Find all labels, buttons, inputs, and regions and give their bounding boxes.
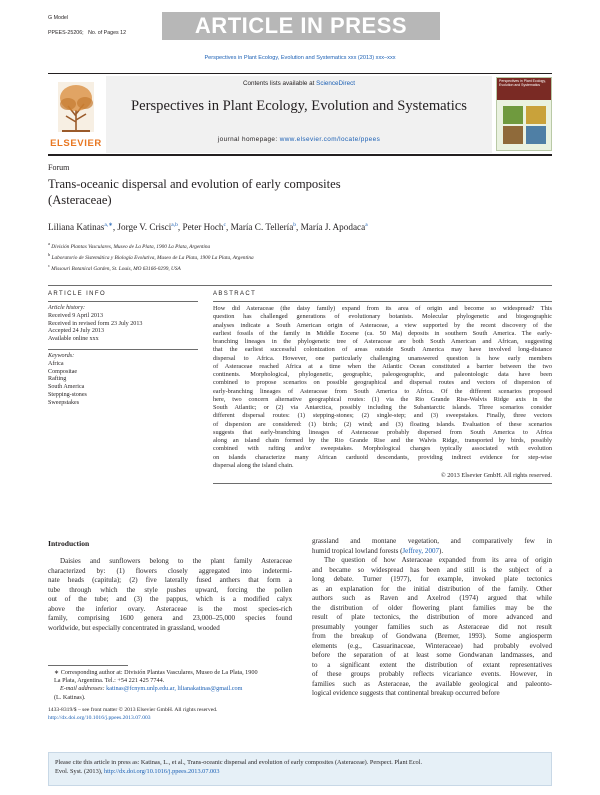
cite-doi-link[interactable]: http://dx.doi.org/10.1016/j.ppees.2013.07.003 bbox=[103, 768, 220, 775]
abstract-line: combined with rafting and/or sweepstakes. Morphological changes typically associated with evolution bbox=[213, 445, 552, 453]
keyword: Sweepstakes bbox=[48, 399, 80, 406]
keyword: Rafting bbox=[48, 376, 67, 383]
abstract-line: branching lineages in the phylogenetic tree of Asteraceae are both South American and African, suggesting bbox=[213, 338, 552, 345]
author-name: Peter Hoch bbox=[182, 222, 224, 233]
corresponding-author-note-2: La Plata, Argentina. Tel.: +54 221 425 7744. bbox=[54, 677, 165, 685]
intro-left-line: above the inferior ovary. Asteraceae is the most species-rich bbox=[48, 604, 292, 613]
intro-right-line: long debate. Turner (1977), for example, invoked plate tectonics bbox=[312, 575, 552, 583]
history-entry: Available online xxx bbox=[48, 336, 99, 343]
keyword: South America bbox=[48, 384, 85, 391]
intro-right-line: of these groups probably reflects vicariance events. However, in bbox=[312, 670, 552, 678]
author-affiliation-marker[interactable]: c bbox=[223, 222, 226, 228]
affiliation-marker: c bbox=[48, 262, 50, 268]
page-count: No. of Pages 12 bbox=[88, 30, 127, 36]
model-label: G Model bbox=[48, 15, 69, 21]
abstract-line: How did Asteraceae (the daisy family) expand from its area of origin and become so widespread? This bbox=[213, 305, 552, 312]
intro-right-line: the distribution of older flowering plant families may be the bbox=[312, 603, 552, 612]
author-affiliation-marker[interactable]: a bbox=[365, 222, 368, 228]
abstract-line: earliest fossils of the family in Middle Eocene (ca. 50 Ma) deposits in southern South America. The early- bbox=[213, 329, 552, 337]
intro-left-line: Daisies and sunflowers belong to the plant family Asteraceae bbox=[60, 557, 292, 565]
footnotes bbox=[48, 669, 292, 702]
author-name: Jorge V. Crisci bbox=[117, 222, 172, 233]
abstract-line: combined to propose scenarios on possible geographical and dispersal routes and vectors of dispersion of bbox=[213, 379, 552, 387]
keywords-label: Keywords: bbox=[48, 353, 75, 359]
keyword: Stepping-stones bbox=[48, 391, 87, 398]
intro-right-line: elements (e.g., Casuarinaceae, Winteraceae) had probably evolved bbox=[312, 641, 552, 650]
abstract-line: of dispersion are considered: (1) birds; (2) wind; and (3) floating islands. Evaluation of these scenarios bbox=[213, 420, 552, 428]
article-title bbox=[48, 177, 341, 208]
abstract-line: that the earliest successful colonization of areas outside South America may have involved long-distance bbox=[213, 346, 552, 354]
article-title-line-2: (Asteraceae) bbox=[48, 192, 112, 207]
corresponding-author-note: ∗ Corresponding author at: División Plantas Vasculares, Museo de La Plata, 1900 bbox=[54, 669, 258, 676]
cite-line-1: Please cite this article in press as: Katinas, L., et al., Trans-oceanic dispersal and evolution of early composites (Asteraceae). Perspect. Plant Ecol. bbox=[55, 759, 423, 766]
history-label: Article history: bbox=[48, 305, 86, 311]
author-name: María C. Tellería bbox=[230, 222, 294, 233]
issn-block bbox=[48, 707, 308, 723]
intro-left-line: family, comprising 1600 genera and 23,000–25,000 species found bbox=[48, 614, 292, 622]
history-entry: Accepted 24 July 2013 bbox=[48, 328, 105, 335]
affiliation-marker: b bbox=[48, 251, 51, 257]
abstract-heading: ABSTRACT bbox=[213, 291, 257, 297]
intro-right-paragraph bbox=[312, 556, 552, 699]
homepage-link[interactable]: www.elsevier.com/locate/ppees bbox=[279, 136, 381, 143]
intro-right-text: ). bbox=[439, 546, 444, 555]
article-title-line-1: Trans-oceanic dispersal and evolution of early composites bbox=[48, 177, 341, 191]
homepage-prefix: journal homepage: bbox=[217, 136, 278, 143]
history-list bbox=[48, 313, 142, 344]
email-note bbox=[48, 685, 292, 693]
sciencedirect-link[interactable]: ScienceDirect bbox=[316, 80, 355, 87]
email-links[interactable]: katinas@fcnym.unlp.edu.ar, lilianakatinas@gmail.com bbox=[106, 685, 243, 693]
affiliation-marker: a bbox=[48, 241, 50, 246]
abstract-text bbox=[213, 305, 552, 470]
affiliation-text: División Plantas Vasculares, Museo de La Plata, 1900 La Plata, Argentina bbox=[49, 243, 211, 250]
affiliation bbox=[48, 262, 254, 273]
cover-title: Perspectives in Plant Ecology, Evolution and Systematics bbox=[497, 78, 551, 100]
intro-right-line: and became so widespread has been and still is the subject of a bbox=[312, 565, 552, 574]
issn-line: 1433-8319/$ – see front matter © 2013 Elsevier GmbH. All rights reserved. bbox=[48, 707, 218, 713]
journal-cover-thumbnail bbox=[496, 77, 552, 151]
journal-homepage bbox=[106, 136, 492, 143]
abstract-line: continents. Morphological, phylogenetic, geographic, paleogeographic, and paleontologic data have been bbox=[213, 371, 552, 378]
abstract-line: here, two concern alternative geographical routes: (1) via the Rio Grande Rise-Walvis Ridge axis in the bbox=[213, 395, 552, 403]
intro-right-line: from the breakup of Gondwana (Bremer, 1993). Some angiosperm bbox=[312, 632, 552, 640]
reference-link-jeffrey[interactable]: Jeffrey, 2007 bbox=[402, 546, 440, 555]
copyright-notice: © 2013 Elsevier GmbH. All rights reserved. bbox=[440, 472, 552, 479]
abstract-line: question has challenged generations of evolutionary botanists. Molecular phylogenetic and biogeographic bbox=[213, 313, 552, 321]
article-ref-id: PPEES-25206; bbox=[48, 30, 84, 36]
intro-right-line: result of plate tectonics, the distribution of more advanced and bbox=[312, 613, 552, 621]
journal-citation[interactable]: Perspectives in Plant Ecology, Evolution and Systematics xxx (2013) xxx–xxx bbox=[204, 55, 396, 61]
author-affiliation-marker[interactable]: b bbox=[293, 222, 297, 228]
email-label: E-mail addresses: bbox=[60, 685, 105, 693]
elsevier-tree-icon bbox=[48, 76, 104, 138]
intro-left-line: characterized by: (1) flowers closely aggregated into indetermi- bbox=[48, 566, 292, 575]
affiliation-list bbox=[48, 240, 254, 273]
contents-prefix: Contents lists available at bbox=[242, 80, 315, 87]
history-entry: Received in revised form 23 July 2013 bbox=[48, 320, 143, 327]
intro-right-text: humid tropical lowland forests ( bbox=[312, 546, 403, 555]
abstract-line: dispersal to Africa. However, one particularly challenging unanswered question is how early members bbox=[213, 354, 552, 362]
history-entry: Received 9 April 2013 bbox=[48, 313, 104, 319]
intro-left-line: tube through which the style pushes upward, forcing the pollen bbox=[48, 585, 292, 594]
intro-right-line: presumably younger families such as Asteraceae did not result bbox=[312, 622, 552, 631]
journal-title: Perspectives in Plant Ecology, Evolution and Systematics bbox=[131, 98, 467, 114]
affiliation-text: Laboratorio de Sistemática y Biología Evolutiva, Museo de La Plata, 1900 La Plata, Argentina bbox=[50, 254, 254, 261]
intro-right-line bbox=[312, 547, 552, 557]
abstract-line: on islands characterize many African carduoid descendants, providing indirect evidence for step-wise bbox=[213, 453, 552, 461]
cite-line-2 bbox=[55, 767, 545, 776]
intro-left-column bbox=[48, 557, 292, 633]
article-in-press-banner: ARTICLE IN PRESS bbox=[162, 12, 440, 40]
article-info-heading: ARTICLE INFO bbox=[48, 291, 107, 297]
affiliation bbox=[48, 251, 254, 262]
elsevier-logo bbox=[48, 76, 104, 138]
keywords-list bbox=[48, 361, 87, 407]
intro-right-line: The question of how Asteraceae expanded from its area of origin bbox=[324, 556, 552, 564]
intro-left-line: worldwide, but especially concentrated in grassland, wooded bbox=[48, 623, 220, 632]
intro-heading: Introduction bbox=[48, 539, 90, 548]
elsevier-wordmark: ELSEVIER bbox=[50, 138, 102, 149]
intro-right-column bbox=[312, 537, 552, 699]
abstract-line: suggests that early-branching lineages of Asteraceae probably dispersed from South America to Africa bbox=[213, 428, 552, 436]
abstract-line: South Atlantic; or (2) via Antarctica, possibly including the Subantarctic islands. Three scenarios consider bbox=[213, 404, 552, 411]
section-label: Forum bbox=[48, 163, 70, 172]
affiliation-text: Missouri Botanical Garden, St. Louis, MO 63166-0299, USA bbox=[49, 265, 181, 272]
author-name: Liliana Katinas bbox=[48, 222, 105, 233]
cite-line-2-text: Evol. Syst. (2013), bbox=[55, 768, 103, 775]
intro-right-line: as an explanation for the initial distribution of the family. Other bbox=[312, 584, 552, 593]
abstract-line: along an island chain formed by the Rio Grande Rise and the Walvis Ridge, transported by birds, possibly bbox=[213, 437, 552, 444]
cite-box bbox=[48, 752, 552, 786]
cover-image-icon bbox=[497, 100, 553, 150]
author-name: María J. Apodaca bbox=[300, 222, 366, 233]
keyword: Compositae bbox=[48, 368, 78, 375]
intro-right-line: to a significant extent the distribution of extant representatives bbox=[312, 660, 552, 669]
affiliation bbox=[48, 240, 254, 251]
author-list: Liliana Katinas$^{a,∗}$, Jorge V. Crisci$^{a,b}$, Peter Hoch$^c$, María C. Tellería$^b$, María J. Apodaca$^a$ bbox=[48, 222, 368, 233]
abstract-line: analyses indicate a South American origin of Asteraceae, a view supported by the recent discovery of the bbox=[213, 321, 552, 329]
article-ref bbox=[48, 30, 126, 37]
author-affiliation-marker[interactable]: a,∗ bbox=[104, 222, 113, 228]
author-affiliation-marker[interactable]: a,b bbox=[171, 222, 178, 228]
intro-left-line: out of the tube; and (3) the pappus, which is a modified calyx bbox=[48, 595, 292, 603]
doi-link[interactable]: http://dx.doi.org/10.1016/j.ppees.2013.07.003 bbox=[48, 714, 151, 721]
abstract-line: of Asteraceae reached Africa at a time when the Atlantic Ocean constituted a barrier between the two bbox=[213, 362, 552, 370]
abstract-line: dispersal along the island chain. bbox=[213, 461, 294, 469]
intro-right-line: grassland and montane vegetation, and comparatively few in bbox=[312, 537, 552, 545]
intro-right-line: before the separation of at least some Gondwanan landmasses, and bbox=[312, 651, 552, 659]
intro-right-line: authors such as Raven and Axelrod (1974) argued that while bbox=[312, 594, 552, 602]
abstract-line: different dispersal routes: (1) stepping-stones; (2) single-step; and (3) sweepstakes. Finally, three vectors bbox=[213, 412, 552, 420]
abstract-line: early-branching lineages of Asteraceae from South America to Africa. Of the different scenarios proposed bbox=[213, 387, 552, 395]
intro-left-line: nate heads (capitula); (2) five laterally fused anthers that form a bbox=[48, 576, 292, 584]
contents-line bbox=[106, 80, 492, 87]
intro-right-line: logical evidence suggests that continental breakup occurred before bbox=[312, 689, 500, 697]
email-owner: (L. Katinas). bbox=[54, 693, 86, 701]
keyword: Africa bbox=[48, 361, 64, 367]
intro-right-line: families such as Asteraceae, the available geological and paleonto- bbox=[312, 679, 552, 688]
